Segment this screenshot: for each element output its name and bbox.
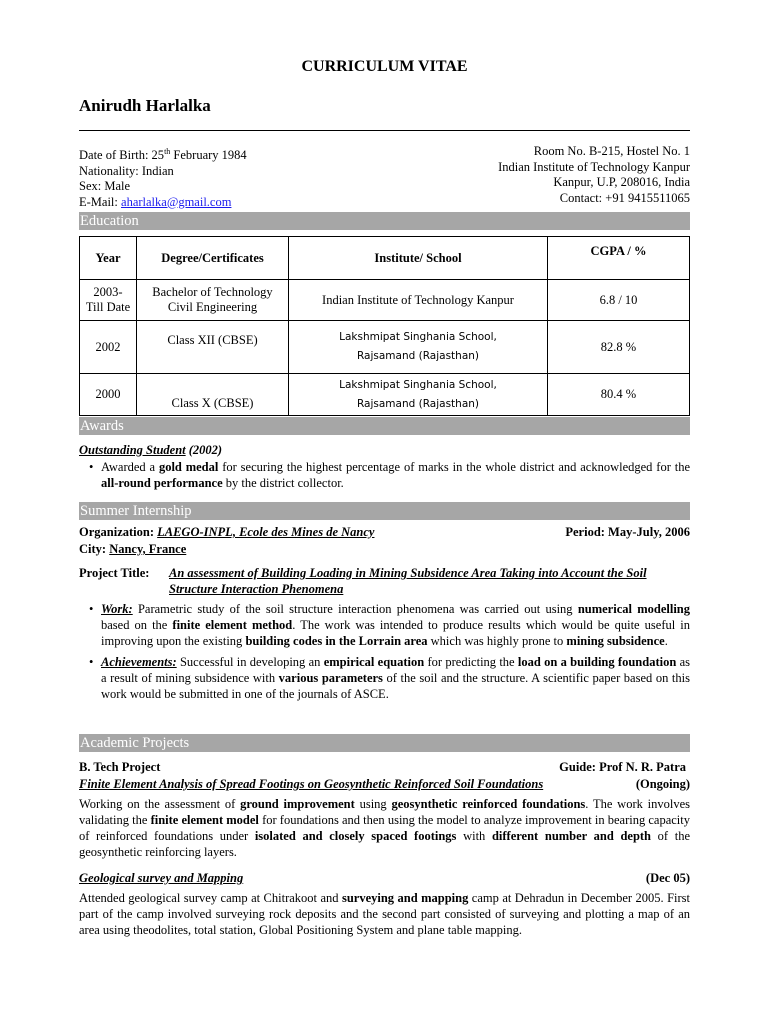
btech-project-row: B. Tech Project Guide: Prof N. R. Patra [79, 759, 690, 775]
column-header-cgpa: CGPA / % [548, 237, 690, 280]
cell-degree: Class XII (CBSE) [137, 321, 289, 374]
address-city: Kanpur, U.P, 208016, India [553, 175, 690, 189]
cell-year: 2003- Till Date [80, 280, 137, 321]
table-row [80, 280, 690, 321]
project-title-row: Project Title: An assessment of Building Loading in Mining Subsidence Area Taking into Account the Soil Structure Interaction Phenomena [79, 565, 690, 597]
column-header-institute: Institute/ School [289, 237, 548, 280]
btech-project-title: Finite Element Analysis of Spread Footings on Geosynthetic Reinforced Soil Foundations [79, 777, 544, 791]
document-title: CURRICULUM VITAE [301, 58, 468, 75]
table-header-row [80, 237, 690, 280]
cell-score: 80.4 % [548, 374, 690, 416]
section-header-internship: Summer Internship [79, 502, 690, 520]
geology-date: (Dec 05) [645, 871, 690, 885]
cell-institute: Lakshmipat Singhania School, Rajsamand (Rajasthan) [289, 321, 548, 374]
address-room: Room No. B-215, Hostel No. 1 [533, 144, 690, 158]
internship-organization-row: Organization: LAEGO-INPL, Ecole des Mines de Nancy Period: May-July, 2006 [79, 525, 690, 539]
award-details [79, 459, 690, 491]
list-item: • Awarded a gold medal for securing the highest percentage of marks in the whole district and acknowledged for the all-round performance by the district collector. [79, 459, 690, 491]
section-header-projects: Academic Projects [79, 734, 690, 752]
address-details [498, 144, 690, 206]
project-guide: Guide: Prof N. R. Patra [559, 760, 686, 774]
address-institute: Indian Institute of Technology Kanpur [498, 159, 690, 174]
email-link[interactable]: aharlalka@gmail.com [121, 194, 232, 209]
cell-degree: Class X (CBSE) [137, 374, 289, 416]
section-header-awards: Awards [79, 417, 690, 435]
nationality: Nationality: Indian [79, 163, 174, 178]
column-header-year: Year [80, 237, 137, 280]
internship-city: City: Nancy, France [79, 542, 187, 556]
btech-description: Working on the assessment of ground improvement using geosynthetic reinforced foundations. The work involves validating the finite element model for foundations and then using the model to analyze improvement in bearing capacity of reinforced foundations under isolated and closely spaced footings with different number and depth of the geosynthetic reinforcing layers. [79, 797, 691, 859]
address-contact: Contact: +91 9415511065 [559, 190, 690, 205]
personal-details [79, 144, 247, 210]
award-title: Outstanding Student (2002) [79, 443, 223, 457]
geology-description: Attended geological survey camp at Chitrakoot and surveying and mapping camp at Dehradun in December 2005. First part of the camp involved surveying rock deposits and the second part consisted of surveying and plotting a map of an area using theodolites, total station, Global Positioning System and plane table mapping. [79, 891, 691, 937]
candidate-name: Anirudh Harlalka [79, 96, 211, 115]
section-header-education: Education [79, 212, 690, 230]
cell-score: 6.8 / 10 [548, 280, 690, 321]
cell-institute: Indian Institute of Technology Kanpur [289, 280, 548, 321]
internship-period: Period: May-July, 2006 [565, 525, 690, 539]
table-row [80, 321, 690, 374]
email-row: E-Mail: aharlalka@gmail.com [79, 194, 232, 209]
cell-year: 2000 [80, 374, 137, 416]
cell-score: 82.8 % [548, 321, 690, 374]
date-of-birth: Date of Birth: 25th February 1984 [79, 147, 247, 163]
btech-status: (Ongoing) [635, 777, 690, 791]
table-row [80, 374, 690, 416]
column-header-degree: Degree/Certificates [137, 237, 289, 280]
list-item: • Achievements: Successful in developing an empirical equation for predicting the load on a building foundation as a result of mining subsidence with various parameters of the soil and the structure. A scientific paper based on this work would be submitted in one of the journals of ASCE. [79, 654, 690, 702]
project-title: An assessment of Building Loading in Mining Subsidence Area Taking into Account the Soil Structure Interaction Phenomena [169, 566, 647, 596]
header-divider [79, 130, 690, 131]
geology-project-title: Geological survey and Mapping [79, 871, 244, 885]
btech-title-row [79, 776, 690, 792]
internship-details [79, 601, 690, 702]
list-item: • Work: Parametric study of the soil structure interaction phenomena was carried out using numerical modelling based on the finite element method. The work was intended to produce results which would be quite useful in improving upon the existing building codes in the Lorrain area which was highly prone to mining subsidence. [79, 601, 690, 649]
education-table [79, 236, 690, 416]
sex: Sex: Male [79, 179, 131, 194]
geology-title-row [79, 870, 690, 886]
cell-year: 2002 [80, 321, 137, 374]
cell-degree: Bachelor of Technology Civil Engineering [137, 280, 289, 321]
cell-institute: Lakshmipat Singhania School, Rajsamand (Rajasthan) [289, 374, 548, 416]
